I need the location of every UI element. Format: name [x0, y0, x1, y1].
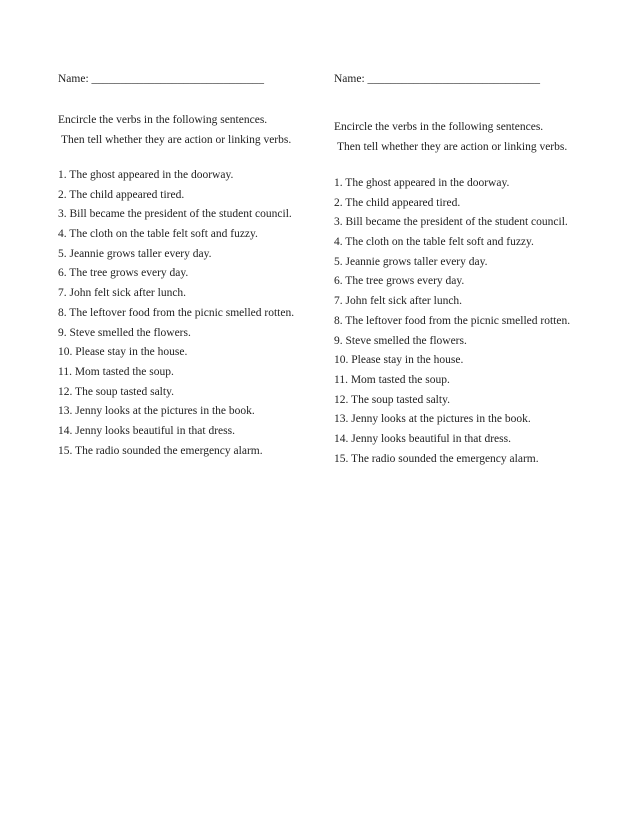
- instruction-line-2: Then tell whether they are action or linking verbs.: [337, 141, 568, 153]
- sentence-item: 13. Jenny looks at the pictures in the book.: [58, 405, 255, 418]
- sentence-item: 7. John felt sick after lunch.: [58, 287, 187, 300]
- sentence-item: 12. The soup tasted salty.: [334, 393, 450, 406]
- sentence-item: 14. Jenny looks beautiful in that dress.: [58, 424, 235, 437]
- sentence-item: 11. Mom tasted the soup.: [58, 365, 174, 378]
- sentence-item: 8. The leftover food from the picnic smelled rotten.: [334, 314, 571, 327]
- sentence-item: 7. John felt sick after lunch.: [334, 295, 463, 308]
- instruction-line-2: Then tell whether they are action or linking verbs.: [61, 134, 292, 146]
- sentence-item: 9. Steve smelled the flowers.: [58, 326, 191, 339]
- sentence-item: 9. Steve smelled the flowers.: [334, 334, 467, 347]
- sentence-item: 14. Jenny looks beautiful in that dress.: [334, 432, 511, 445]
- name-line: Name: ______________________________: [334, 73, 541, 85]
- sentence-item: 11. Mom tasted the soup.: [334, 373, 450, 386]
- sentence-item: 6. The tree grows every day.: [334, 275, 465, 288]
- sentence-list: [334, 174, 570, 469]
- sentence-item: 3. Bill became the president of the student council.: [58, 208, 292, 221]
- sentence-item: 8. The leftover food from the picnic smelled rotten.: [58, 306, 295, 319]
- name-line: Name: ______________________________: [58, 73, 265, 85]
- sentence-list: [58, 166, 294, 461]
- sentence-item: 4. The cloth on the table felt soft and fuzzy.: [58, 228, 258, 241]
- sentence-item: 1. The ghost appeared in the doorway.: [58, 169, 234, 181]
- sentence-item: 4. The cloth on the table felt soft and fuzzy.: [334, 236, 534, 249]
- sentence-item: 15. The radio sounded the emergency alarm.: [334, 452, 539, 465]
- sentence-item: 2. The child appeared tired.: [58, 188, 185, 201]
- sentence-item: 15. The radio sounded the emergency alarm.: [58, 444, 263, 457]
- instruction-line-1: Encircle the verbs in the following sentences.: [334, 121, 544, 133]
- sentence-item: 13. Jenny looks at the pictures in the book.: [334, 413, 531, 426]
- sentence-item: 5. Jeannie grows taller every day.: [58, 247, 212, 260]
- instructions: [58, 110, 291, 150]
- sentence-item: 6. The tree grows every day.: [58, 267, 189, 280]
- sentence-item: 10. Please stay in the house.: [334, 354, 464, 367]
- sentence-item: 1. The ghost appeared in the doorway.: [334, 177, 510, 189]
- sentence-item: 12. The soup tasted salty.: [58, 385, 174, 398]
- sentence-item: 5. Jeannie grows taller every day.: [334, 255, 488, 268]
- instruction-line-1: Encircle the verbs in the following sentences.: [58, 114, 268, 126]
- sentence-item: 10. Please stay in the house.: [58, 346, 188, 359]
- instructions: [334, 117, 567, 157]
- sentence-item: 3. Bill became the president of the student council.: [334, 216, 568, 229]
- sentence-item: 2. The child appeared tired.: [334, 196, 461, 209]
